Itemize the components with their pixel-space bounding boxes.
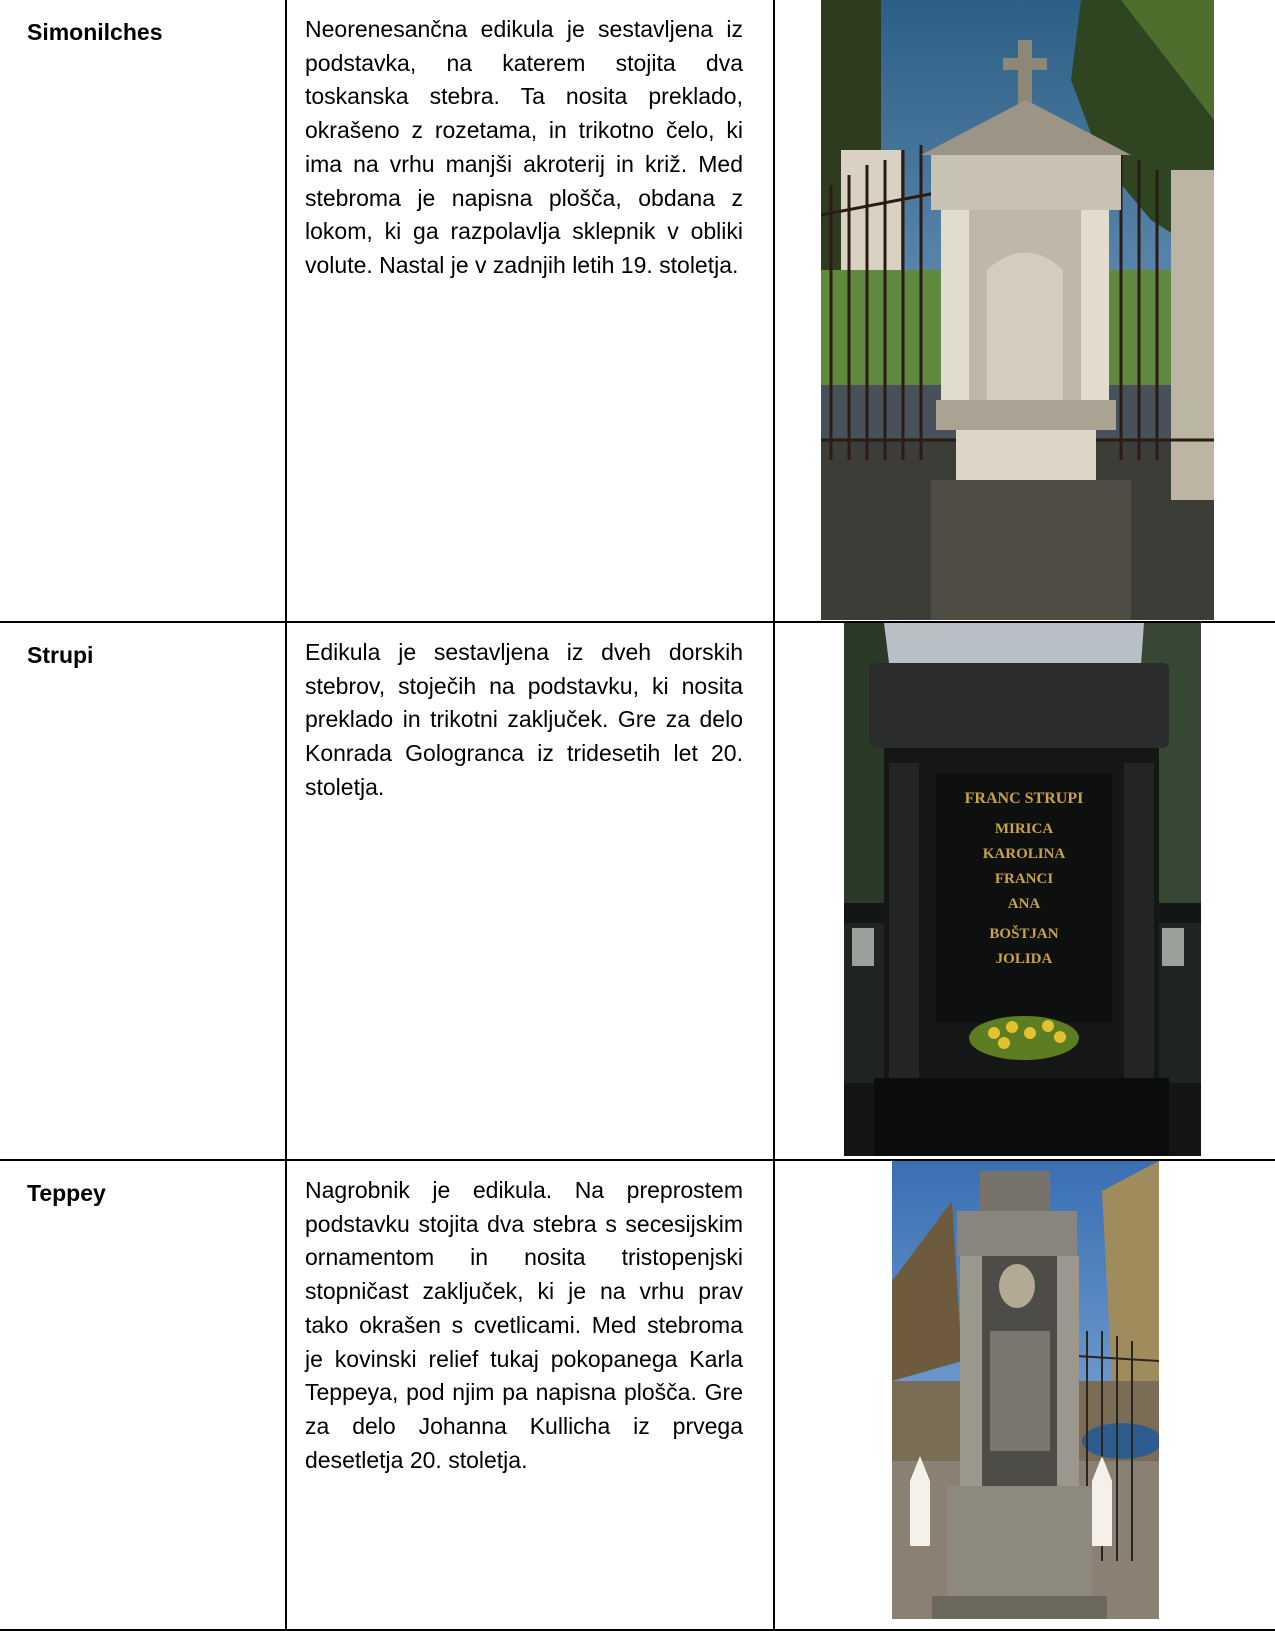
- simonilches-tombstone-photo: [821, 0, 1214, 620]
- photo-cell: [774, 0, 1275, 622]
- tombstone-name: Strupi: [27, 642, 94, 668]
- inscription-line: KAROLINA: [982, 846, 1066, 862]
- photo-cell: [774, 1160, 1275, 1630]
- table-row: [0, 0, 1275, 622]
- name-cell: [0, 622, 286, 1160]
- tombstone-name: Teppey: [27, 1180, 106, 1206]
- description-cell: [286, 0, 774, 622]
- inscription-line: MIRICA: [994, 821, 1054, 837]
- teppey-tombstone-photo: [892, 1161, 1159, 1619]
- photo-cell: [774, 622, 1275, 1160]
- table-row: [0, 622, 1275, 1160]
- name-cell: [0, 1160, 286, 1630]
- description-cell: [286, 622, 774, 1160]
- inscription-line: FRANC STRUPI: [964, 790, 1084, 807]
- strupi-tombstone-photo: [844, 623, 1201, 1156]
- tombstone-name: Simonilches: [27, 19, 163, 45]
- table-row: [0, 1160, 1275, 1630]
- inscription-line: JOLIDA: [995, 951, 1053, 967]
- inscription-line: FRANCI: [994, 871, 1054, 887]
- tombstone-description: Neorenesančna edikula je sestavljena iz podstavka, na katerem stojita dva toskanska stebra. Ta nosita preklado, okrašeno z rozetama, in trikotno čelo, ki ima na vrhu manjši akroterij in križ. Med stebroma je napisna plošča, obdana z lokom, ki ga razpolavlja sklepnik v obliki volute. Nastal je v zadnjih letih 19. stoletja.: [305, 16, 743, 278]
- inscription-line: BOŠTJAN: [989, 926, 1059, 942]
- inscription-line: ANA: [1007, 896, 1041, 912]
- description-cell: [286, 1160, 774, 1630]
- tombstone-description: Edikula je sestavljena iz dveh dorskih stebrov, stoječih na podstavku, ki nosita preklado in trikotni zaključek. Gre za delo Konrada Gologranca iz tridesetih let 20. stoletja.: [305, 639, 743, 800]
- tombstone-description: Nagrobnik je edikula. Na preprostem podstavku stojita dva stebra s secesijskim ornamentom in nosita tristopenjski stopničast zaključek, ki je na vrhu prav tako okrašen s cvetlicami. Med stebroma je kovinski relief tukaj pokopanega Karla Teppeya, pod njim pa napisna plošča. Gre za delo Johanna Kullicha iz prvega desetletja 20. stoletja.: [305, 1177, 743, 1473]
- name-cell: [0, 0, 286, 622]
